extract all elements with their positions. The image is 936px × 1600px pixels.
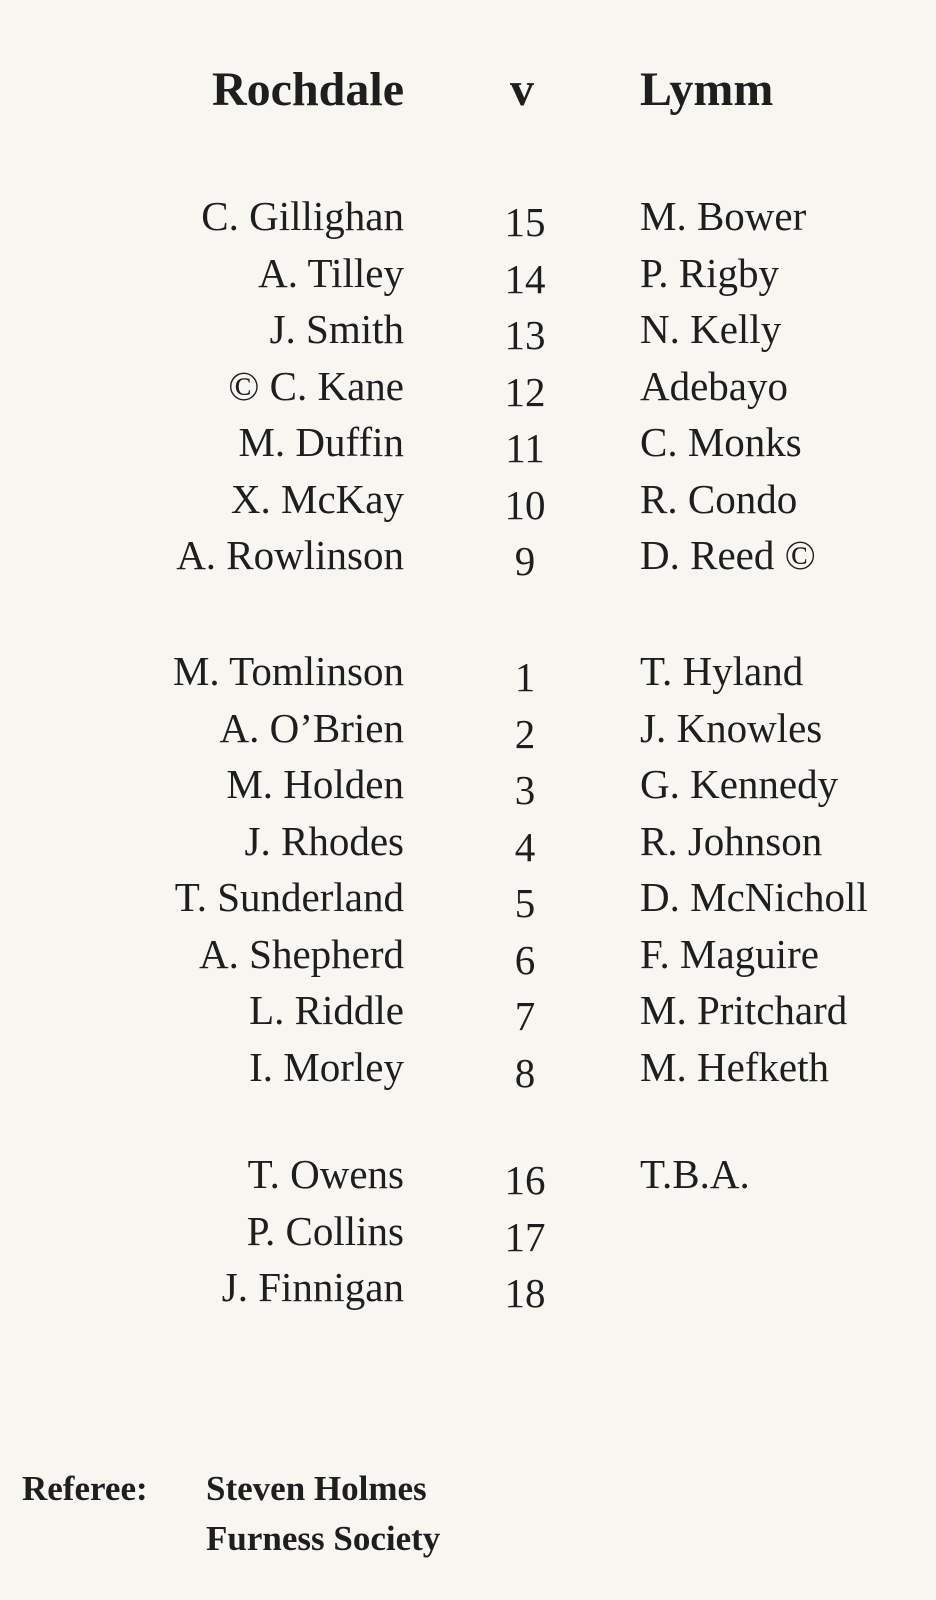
position-number: 1	[514, 654, 536, 700]
lineup-row	[0, 926, 936, 983]
home-player-name: M. Tomlinson	[172, 648, 404, 694]
position-number: 7	[514, 993, 536, 1039]
position-number: 8	[514, 1049, 536, 1096]
position-number: 2	[514, 710, 536, 757]
position-number: 5	[514, 880, 536, 926]
away-player-name: M. Hefketh	[640, 1043, 830, 1090]
home-player-name: J. Smith	[269, 306, 404, 352]
home-player-name: L. Riddle	[249, 987, 404, 1033]
home-player-name: © C. Kane	[228, 362, 404, 409]
backs-lineup	[0, 188, 936, 584]
lineup-row	[0, 1203, 936, 1260]
lineup-row	[0, 358, 936, 415]
away-team-title: Lymm	[640, 63, 774, 116]
position-number: 11	[505, 425, 545, 471]
away-player-name: D. McNicholl	[640, 874, 868, 920]
away-player-name: J. Knowles	[640, 704, 823, 751]
position-number: 3	[514, 767, 536, 813]
away-player-name: C. Monks	[640, 419, 802, 465]
home-player-name: T. Owens	[247, 1151, 404, 1197]
home-player-name: J. Finnigan	[221, 1264, 404, 1310]
away-player-name: F. Maguire	[640, 930, 819, 977]
position-number: 18	[504, 1270, 546, 1316]
away-player-name: G. Kennedy	[640, 761, 839, 807]
lineup-row	[0, 756, 936, 813]
away-player-name: N. Kelly	[640, 306, 782, 352]
home-player-name: J. Rhodes	[244, 817, 404, 864]
away-player-name: R. Johnson	[640, 817, 823, 864]
referee-label: Referee:	[22, 1469, 148, 1508]
home-player-name: C. Gillighan	[201, 193, 404, 239]
home-team-title: Rochdale	[212, 63, 404, 116]
position-number: 12	[504, 368, 546, 415]
position-number: 4	[514, 823, 536, 870]
lineup-row	[0, 813, 936, 870]
away-player-name: T. Hyland	[640, 648, 804, 694]
position-number: 17	[504, 1213, 546, 1260]
away-player-name: M. Bower	[640, 193, 807, 239]
forwards-lineup	[0, 643, 936, 1095]
replacements-lineup	[0, 1146, 936, 1316]
away-player-name: Adebayo	[640, 362, 789, 409]
position-number: 14	[504, 255, 546, 302]
position-number: 9	[514, 538, 536, 584]
referee-society: Furness Society	[206, 1519, 441, 1558]
versus-label: v	[510, 63, 534, 116]
home-player-name: P. Collins	[246, 1207, 404, 1254]
lineup-row	[0, 700, 936, 757]
home-player-name: A. Shepherd	[199, 930, 404, 977]
lineup-row	[0, 643, 936, 700]
position-number: 16	[504, 1157, 546, 1203]
lineup-row	[0, 301, 936, 358]
home-player-name: A. Tilley	[258, 249, 404, 296]
home-player-name: X. McKay	[230, 475, 404, 522]
position-number: 13	[504, 312, 546, 358]
away-player-name: P. Rigby	[640, 249, 779, 296]
lineup-row	[0, 1039, 936, 1096]
lineup-row	[0, 1259, 936, 1316]
home-player-name: T. Sunderland	[174, 874, 404, 920]
home-player-name: I. Morley	[249, 1043, 404, 1090]
lineup-row	[0, 245, 936, 302]
home-player-name: A. Rowlinson	[176, 532, 404, 578]
lineup-row	[0, 527, 936, 584]
home-player-name: A. O’Brien	[219, 704, 404, 751]
match-header	[0, 62, 936, 132]
away-player-name: T.B.A.	[640, 1151, 750, 1197]
away-player-name: R. Condo	[640, 475, 798, 522]
away-player-name: M. Pritchard	[640, 987, 848, 1033]
lineup-row	[0, 188, 936, 245]
position-number: 10	[504, 481, 546, 528]
home-player-name: M. Holden	[226, 761, 404, 807]
home-player-name: M. Duffin	[238, 419, 404, 465]
referee-name: Steven Holmes	[206, 1469, 427, 1508]
lineup-row	[0, 471, 936, 528]
position-number: 15	[504, 199, 546, 245]
away-player-name: D. Reed ©	[640, 532, 816, 578]
lineup-row	[0, 414, 936, 471]
lineup-row	[0, 1146, 936, 1203]
lineup-row	[0, 982, 936, 1039]
lineup-row	[0, 869, 936, 926]
position-number: 6	[514, 936, 536, 983]
